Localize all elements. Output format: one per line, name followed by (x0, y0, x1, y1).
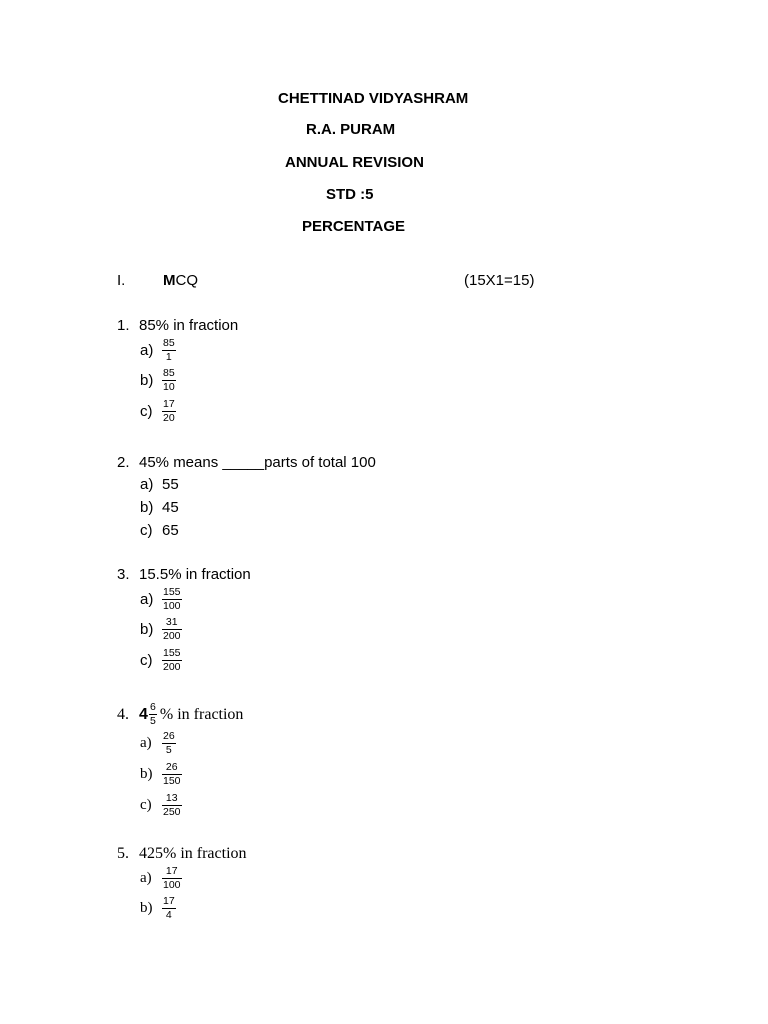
q5-option-b[interactable] (140, 896, 176, 921)
option-fraction: $\frac{26}{150}$ (163, 761, 181, 787)
school-name: CHETTINAD VIDYASHRAM (278, 90, 469, 107)
option-label: c) (140, 797, 152, 813)
option-label: a) (140, 591, 154, 608)
question-5 (117, 845, 247, 863)
q4-option-a[interactable] (140, 731, 176, 756)
question-2 (117, 454, 376, 471)
option-label: b) (140, 372, 154, 389)
option-label: c) (140, 652, 153, 669)
mixed-number-whole: 4 (139, 705, 148, 723)
q1-option-c[interactable] (140, 399, 176, 424)
option-label: c) (140, 403, 153, 420)
option-fraction: $\frac{155}{200}$ (163, 647, 181, 673)
option-label: b) (140, 499, 154, 516)
question-5-text: 425% in fraction (139, 845, 247, 862)
option-fraction: $\frac{85}{10}$ (163, 367, 175, 393)
q4-option-b[interactable] (140, 762, 182, 787)
option-fraction: $\frac{17}{20}$ (163, 398, 175, 424)
section-title-first: M (163, 272, 176, 289)
option-label: a) (140, 476, 154, 493)
q2-option-c[interactable] (140, 522, 179, 539)
question-3-number: 3. (117, 566, 130, 583)
question-1 (117, 317, 238, 334)
option-label: b) (140, 900, 153, 916)
option-label: a) (140, 870, 152, 886)
section-marks: (15X1=15) (464, 272, 535, 289)
section-title-rest: CQ (175, 272, 198, 289)
option-fraction: $\frac{13}{250}$ (163, 792, 181, 818)
option-label: b) (140, 621, 154, 638)
question-1-text: 85% in fraction (139, 317, 239, 334)
option-value: 55 (162, 476, 179, 493)
q5-option-a[interactable] (140, 866, 182, 891)
question-3-text: 15.5% in fraction (139, 566, 251, 583)
q1-option-b[interactable] (140, 368, 176, 393)
question-1-number: 1. (117, 317, 130, 334)
option-fraction: $\frac{155}{100}$ (163, 586, 181, 612)
q1-option-a[interactable] (140, 338, 176, 363)
question-2-number: 2. (117, 454, 130, 471)
question-5-number: 5. (117, 845, 129, 862)
question-4-number: 4. (117, 705, 129, 723)
option-fraction: $\frac{85}{1}$ (163, 337, 175, 363)
option-label: a) (140, 342, 154, 359)
option-fraction: $\frac{26}{5}$ (163, 730, 175, 756)
question-4 (117, 702, 243, 727)
option-label: a) (140, 735, 152, 751)
option-label: b) (140, 766, 153, 782)
question-2-text: 45% means _____parts of total 1 (139, 454, 360, 471)
option-label: c) (140, 522, 153, 539)
q2-option-b[interactable] (140, 499, 179, 516)
standard: STD :5 (326, 186, 374, 203)
exam-title: ANNUAL REVISION (285, 154, 424, 171)
section-number: I. (117, 272, 126, 289)
mixed-number-fraction: $\frac{6}{5}$ (149, 701, 156, 727)
option-value: 45 (162, 499, 179, 516)
q3-option-b[interactable] (140, 617, 182, 642)
option-value: 65 (162, 522, 179, 539)
q3-option-a[interactable] (140, 587, 182, 612)
q4-option-c[interactable] (140, 793, 182, 818)
question-3 (117, 566, 251, 583)
q3-option-c[interactable] (140, 648, 182, 673)
school-location: R.A. PURAM (306, 121, 396, 138)
question-4-text: % in fraction (159, 705, 244, 723)
question-2-text-tail: 00 (359, 454, 376, 471)
option-fraction: $\frac{17}{4}$ (163, 895, 175, 921)
option-fraction: $\frac{17}{100}$ (163, 865, 181, 891)
option-fraction: $\frac{31}{200}$ (163, 616, 181, 642)
q2-option-a[interactable] (140, 476, 179, 493)
topic-title: PERCENTAGE (302, 218, 406, 235)
section-title (163, 272, 198, 289)
